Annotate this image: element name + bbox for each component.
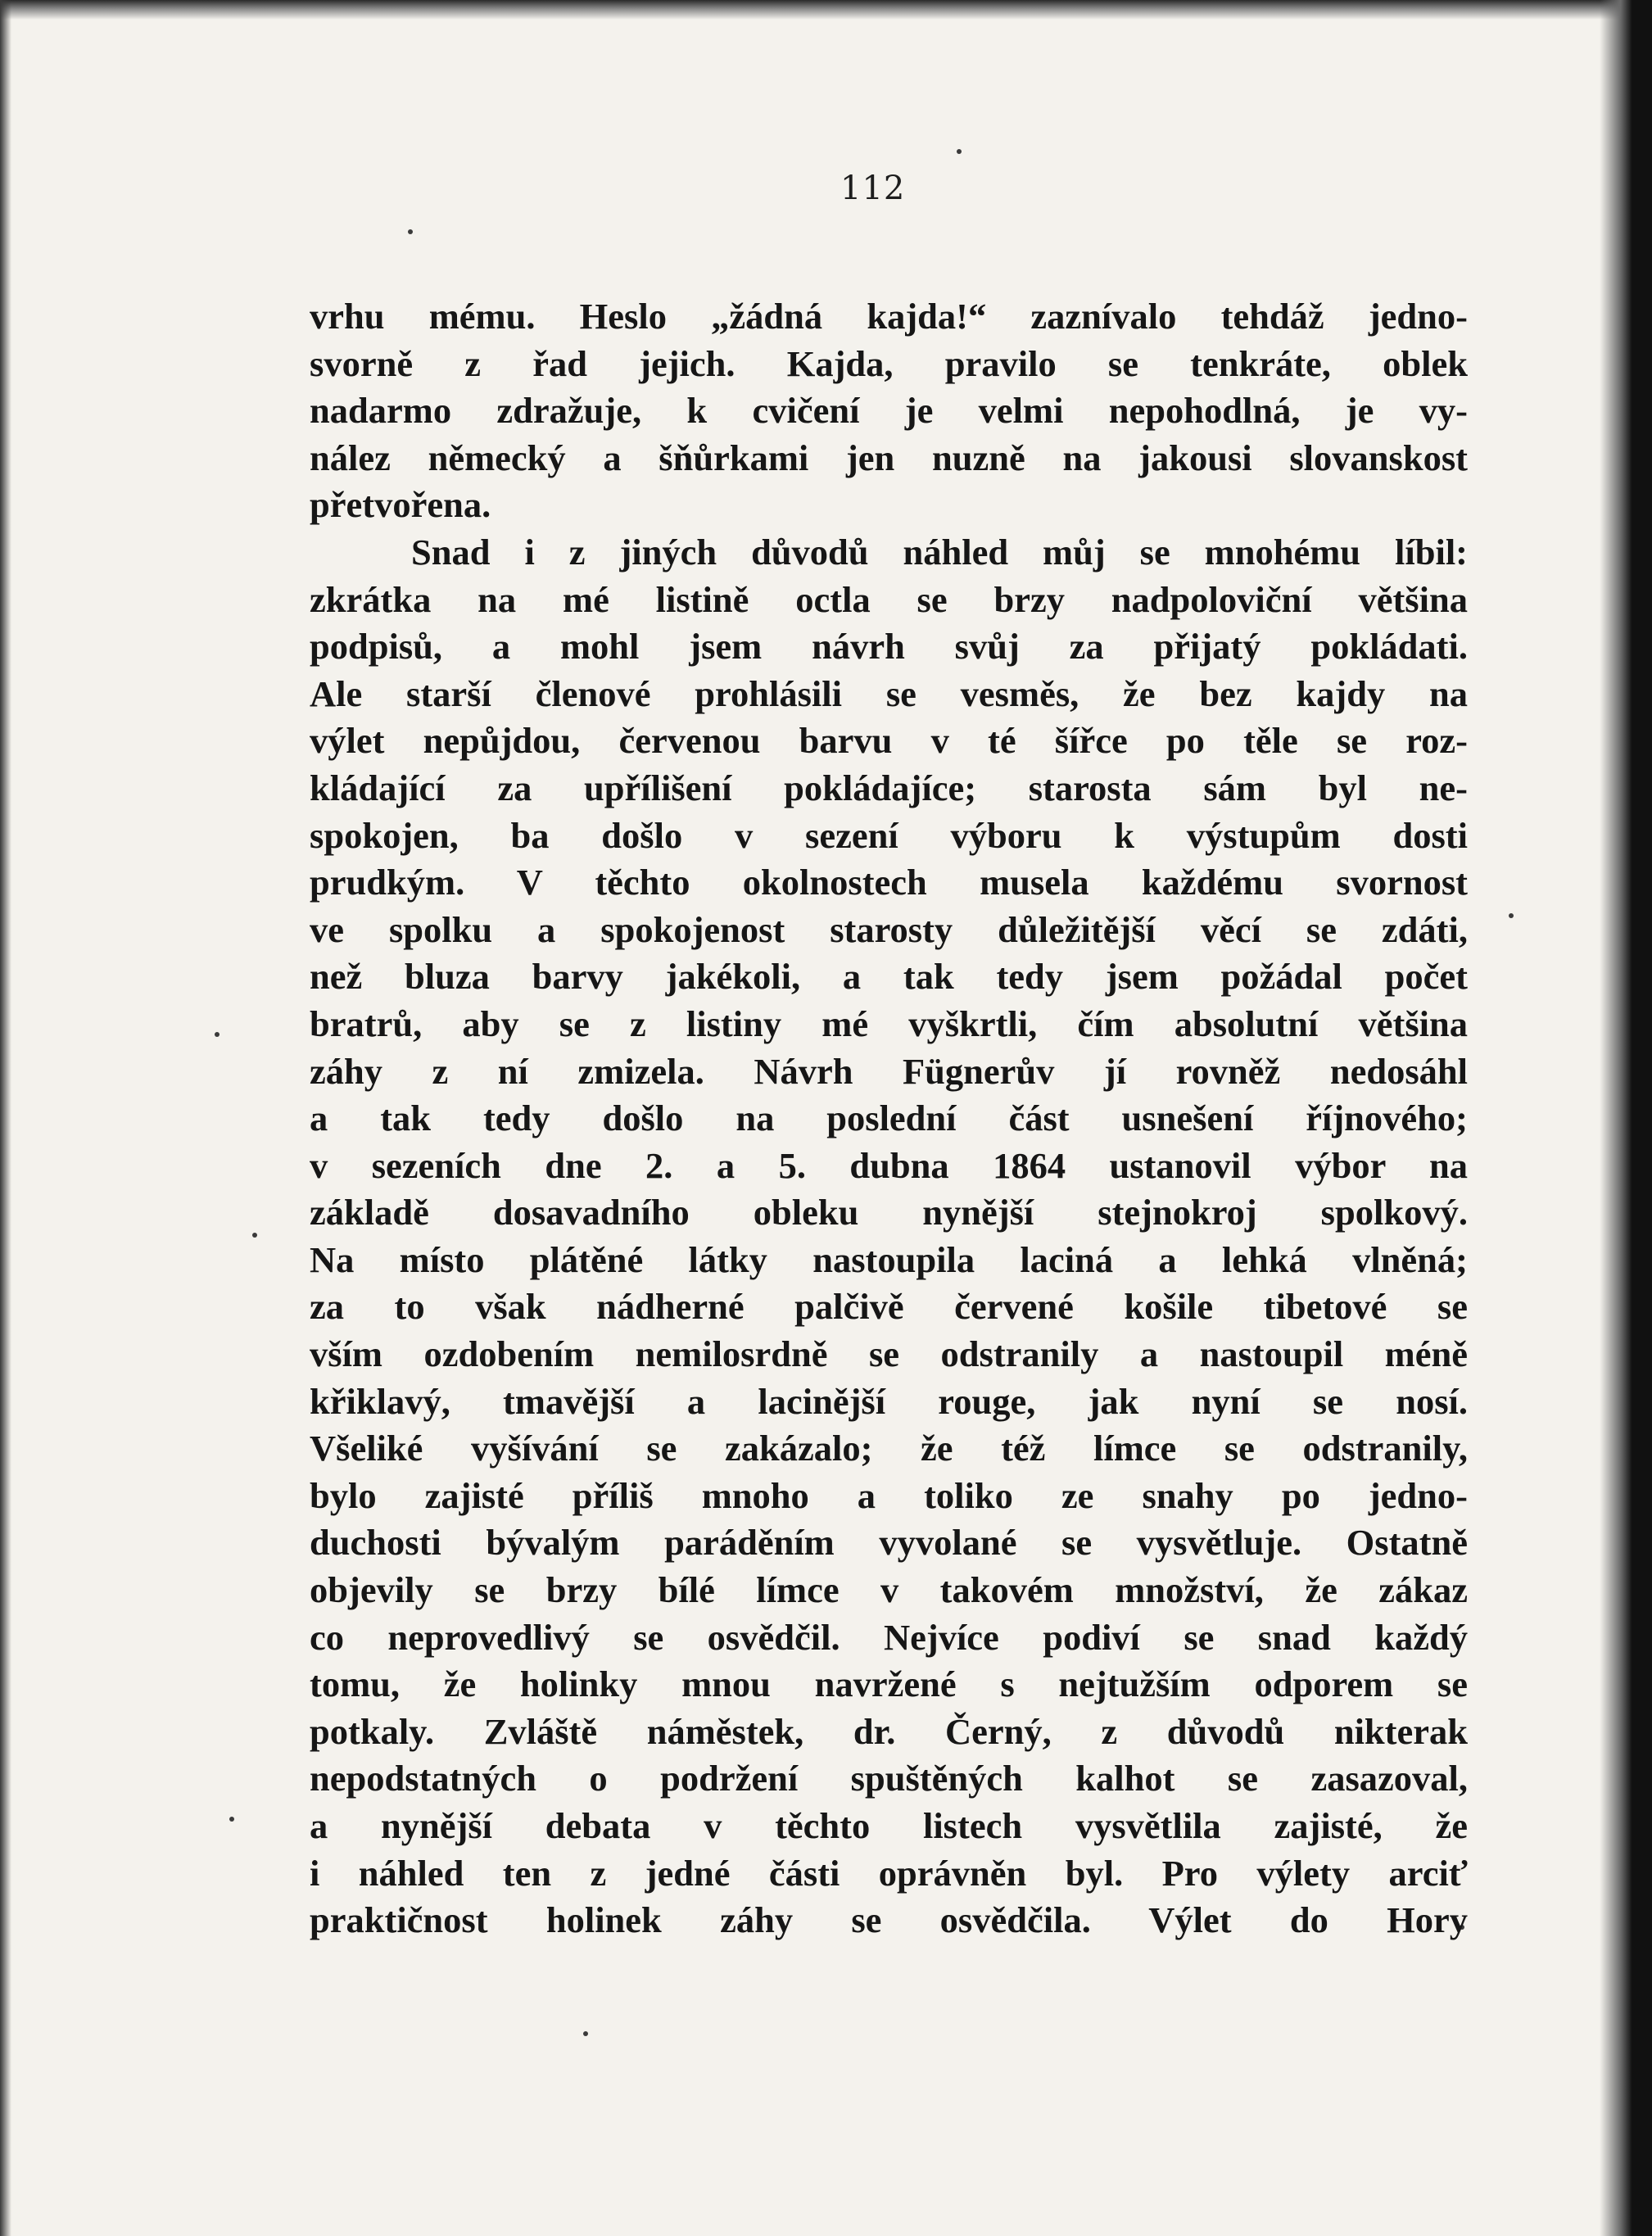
text-line: základě dosavadního obleku nynější stejnokroj spolkový. [310, 1192, 1468, 1233]
text-line: podpisů, a mohl jsem návrh svůj za přijatý pokládati. [310, 626, 1468, 668]
ink-speck [1509, 913, 1514, 918]
text-line: nález německý a šňůrkami jen nuzně na jakousi slovanskost [310, 437, 1468, 478]
text-line: a nynější debata v těchto listech vysvětlila zajisté, že [310, 1805, 1468, 1846]
text-line: duchosti bývalým paráděním vyvolané se vysvětluje. Ostatně [310, 1522, 1468, 1564]
text-line: Všeliké vyšívání se zakázalo; že též límce se odstranily, [310, 1428, 1468, 1469]
text-line: i náhled ten z jedné části oprávněn byl. Pro výlety arciť [310, 1852, 1468, 1894]
scan-top-edge [0, 0, 1652, 20]
scan-left-edge [0, 0, 11, 2236]
ink-speck [408, 229, 413, 234]
text-line: objevily se brzy bílé límce v takovém množství, že zákaz [310, 1569, 1468, 1611]
ink-speck [957, 149, 962, 154]
ink-speck [252, 1233, 257, 1238]
text-line: tomu, že holinky mnou navržené s nejtužším odporem se [310, 1663, 1468, 1705]
text-line: výlet nepůjdou, červenou barvu v té šířce po těle se roz- [310, 720, 1468, 762]
ink-speck [215, 1032, 220, 1037]
ink-speck [229, 1817, 234, 1822]
text-line: praktičnost holinek záhy se osvědčila. Výlet do Hory [310, 1899, 1468, 1941]
text-line: bylo zajisté příliš mnoho a toliko ze snahy po jedno- [310, 1474, 1468, 1516]
text-line: svorně z řad jejich. Kajda, pravilo se tenkráte, oblek [310, 342, 1468, 384]
scan-right-edge [1600, 0, 1652, 2236]
text-line: a tak tedy došlo na poslední část usnešení říjnového; [310, 1098, 1468, 1139]
text-line: vším ozdobením nemilosrdně se odstranily a nastoupil méně [310, 1333, 1468, 1375]
text-line: za to však nádherné palčivě červené košile tibetové se [310, 1286, 1468, 1328]
text-line: nadarmo zdražuje, k cvičení je velmi nepohodlná, je vy- [310, 390, 1468, 432]
text-line: přetvořena. [310, 484, 491, 526]
text-line: Ale starší členové prohlásili se vesměs, že bez kajdy na [310, 672, 1468, 714]
text-line: spokojen, ba došlo v sezení výboru k výstupům dosti [310, 814, 1468, 856]
text-line: zkrátka na mé listině octla se brzy nadpoloviční většina [310, 578, 1468, 620]
page-number: 112 [840, 170, 906, 207]
text-line: bratrů, aby se z listiny mé vyškrtli, čím absolutní většina [310, 1003, 1468, 1044]
text-line: vrhu mému. Heslo „žádná kajda!“ zaznívalo tehdáž jedno- [310, 296, 1468, 337]
text-line: v sezeních dne 2. a 5. dubna 1864 ustanovil výbor na [310, 1144, 1468, 1186]
body-text [310, 293, 1468, 1944]
text-line: než bluza barvy jakékoli, a tak tedy jsem požádal počet [310, 956, 1468, 998]
text-line: Snad i z jiných důvodů náhled můj se mnohému líbil: [411, 531, 1468, 573]
text-line: Na místo plátěné látky nastoupila laciná a lehká vlněná; [310, 1238, 1468, 1280]
text-line: záhy z ní zmizela. Návrh Fügnerův jí rovněž nedosáhl [310, 1050, 1468, 1092]
text-line: potkaly. Zvláště náměstek, dr. Černý, z důvodů nikterak [310, 1710, 1468, 1752]
text-line: co neprovedlivý se osvědčil. Nejvíce podiví se snad každý [310, 1616, 1468, 1658]
ink-speck [583, 2031, 588, 2036]
text-line: nepodstatných o podržení spuštěných kalhot se zasazoval, [310, 1758, 1468, 1799]
text-line: prudkým. V těchto okolnostech musela každému svornost [310, 862, 1468, 903]
text-line: křiklavý, tmavější a lacinější rouge, jak nyní se nosí. [310, 1380, 1468, 1422]
text-line: kládající za upřílišení pokládajíce; starosta sám byl ne- [310, 767, 1468, 808]
text-line: ve spolku a spokojenost starosty důležitější věcí se zdáti, [310, 908, 1468, 950]
